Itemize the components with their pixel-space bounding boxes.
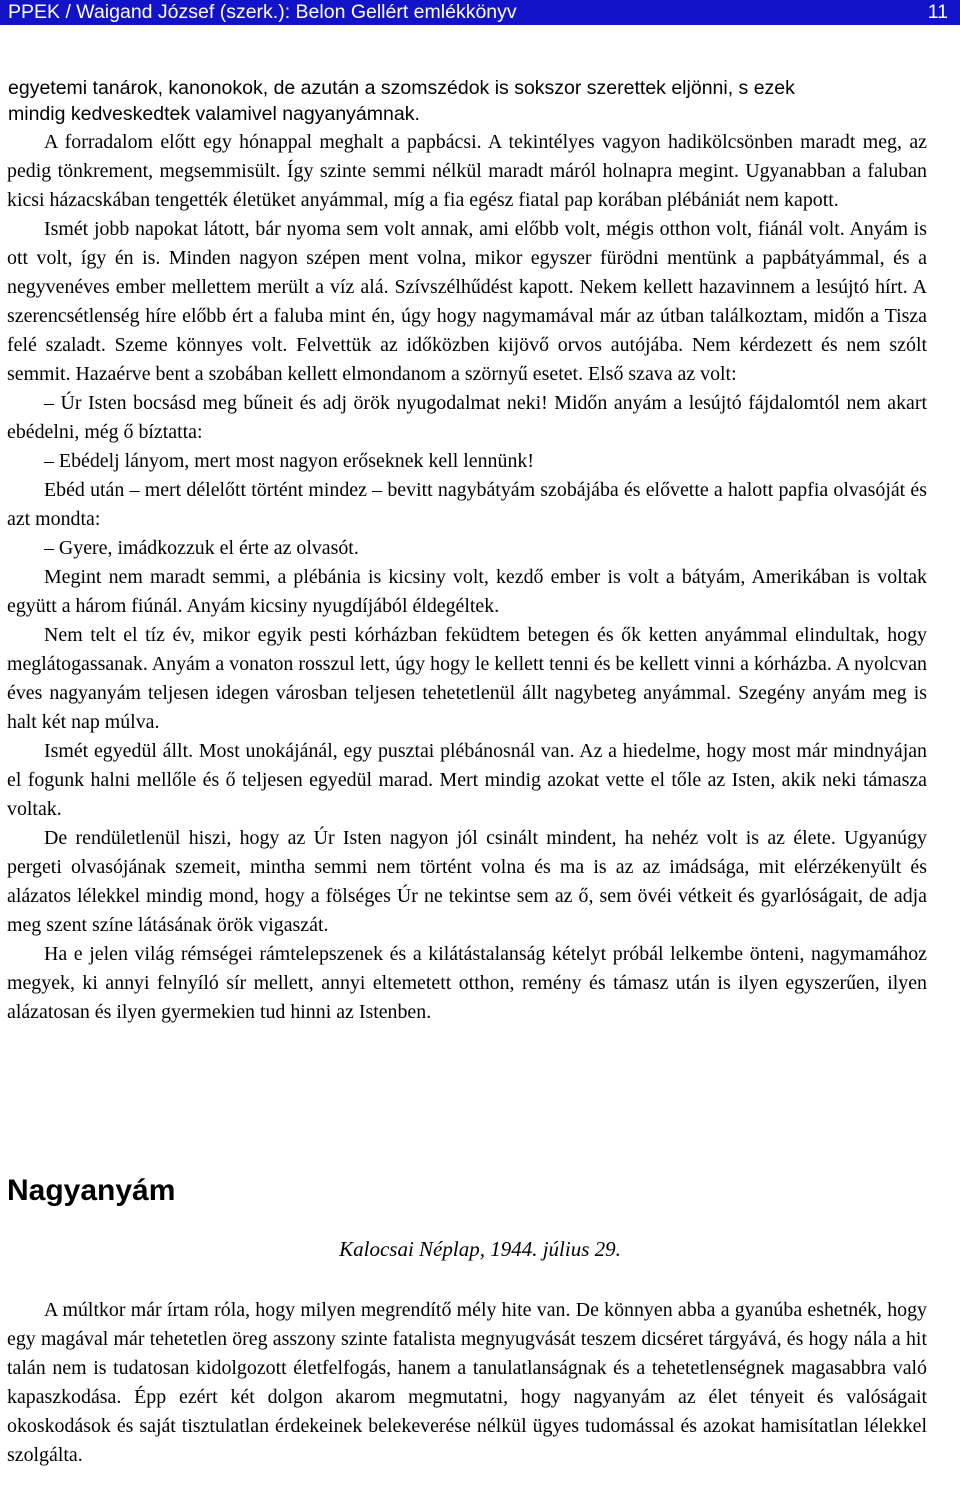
paragraph: Ismét jobb napokat látott, bár nyoma sem volt annak, ami előbb volt, mégis otthon volt, fiánál volt. Anyám is ott volt, így én is. Minden nagyon szépen ment volna, mikor egyszer fürödni mentünk a papbátyámmal, és a negyvenéves ember mellettem merült a víz alá. Szívszélhűdést kapott. Nekem kellett hazavinnem a lesújtó hírt. A szerencsétlenség híre előbb ért a faluba mint én, úgy hogy nagymamával már az útban találkoztam, midőn a Tisza felé szaladt. Szeme könnyes volt. Felvettük az időközben kijövő orvos autójába. Nem kérdezett és nem szólt semmit. Hazaérve bent a szobában kellett elmondanom a szörnyű esetet. Első szava az volt: [7,218,927,385]
section-heading: Nagyanyám [7,1174,176,1207]
text-line: mindig kedveskedtek valamivel nagyanyámnak. [8,103,420,125]
paragraph: Megint nem maradt semmi, a plébánia is kicsiny volt, kezdő ember is volt a bátyám, Amerikában is voltak együtt a három fiúnál. Anyám kicsiny nyugdíjából éldegéltek. [7,566,927,617]
page-number: 11 [927,1,948,23]
paragraph: Ismét egyedül állt. Most unokájánál, egy pusztai plébánosnál van. Az a hiedelme, hogy most már mindnyájan el fogunk halni mellőle és ő teljesen egyedül marad. Mert mindig azokat vette el tőle az Isten, akik neki támasza voltak. [7,740,927,820]
paragraph: Ha e jelen világ rémségei rámtelepszenek és a kilátástalanság kételyt próbál lelkembe önteni, nagymamához megyek, ki annyi felnyíló sír mellett, annyi eltemetett otthon, remény és támasz után is ilyen egyszerűen, ilyen alázatosan és ilyen gyermekien tud hinni az Istenben. [7,943,927,1023]
page-header-bar [0,0,960,25]
paragraph: Ebéd után – mert délelőtt történt mindez – bevitt nagybátyám szobájába és elővette a halott papfia olvasóját és azt mondta: [7,479,927,530]
dialogue-paragraph: – Ebédelj lányom, mert most nagyon erőseknek kell lennünk! [44,450,534,472]
paragraph: De rendületlenül hiszi, hogy az Úr Isten nagyon jól csinált mindent, ha nehéz volt is az élete. Ugyanúgy pergeti olvasójának szemeit, mintha semmi nem történt volna és ma is az az imádsága, mit elérzékenyült és alázatos lélekkel mindig mond, hogy a fölséges Úr ne tekintse sem az ő, sem övéi vétkeit és gyarlóságait, de adja meg szent színe látásának örök vigaszát. [7,827,927,936]
text-line: egyetemi tanárok, kanonokok, de azután a szomszédok is sokszor szerettek eljönni, s ezek [8,77,795,99]
continuation-paragraph [8,75,938,127]
paragraph: Nem telt el tíz év, mikor egyik pesti kórházban feküdtem betegen és ők ketten anyámmal elindultak, hogy meglátogassanak. Anyám a vonaton rosszul lett, úgy hogy le kellett tenni és be kellett vinni a kórházba. A nyolcvan éves nagyanyám teljesen idegen városban teljesen tehetetlenül állt nagybeteg anyámmal. Szegény anyám meg is halt két nap múlva. [7,624,927,733]
section-text [7,1296,927,1470]
dialogue-paragraph: – Úr Isten bocsásd meg bűneit és adj örök nyugodalmat neki! Midőn anyám a lesújtó fájdalomtól nem akart ebédelni, még ő bíztatta: [7,392,927,443]
source-dateline: Kalocsai Néplap, 1944. július 29. [339,1237,621,1261]
book-title: PPEK / Waigand József (szerk.): Belon Gellért emlékkönyv [8,1,517,23]
paragraph: A múltkor már írtam róla, hogy milyen megrendítő mély hite van. De könnyen abba a gyanúba eshetnék, hogy egy magával már tehetetlen öreg asszony szinte fatalista megnyugvását teszem dicséret tárgyává, és hogy nála a hit talán nem is tudatosan kidolgozott életfelfogás, hanem a tanulatlanságnak és a tehetetlenségnek magasabbra való kapaszkodása. Épp ezért két dolgon akarom megmutatni, hogy nagyanyám az élet tényeit és valóságait okoskodások és saját tisztulatlan érdekeinek belekeverése nélkül ügyes tudomással és azokat hamisítatlan lélekkel szolgálta. [7,1299,927,1466]
paragraph: A forradalom előtt egy hónappal meghalt a papbácsi. A tekintélyes vagyon hadikölcsönben maradt meg, az pedig tönkrement, megsemmisült. Így szinte semmi nélkül maradt máról holnapra megint. Ugyanabban a faluban kicsi házacskában tengették életüket anyámmal, míg a fia egész fiatal pap korában plébániát nem kapott. [7,131,927,211]
dialogue-paragraph: – Gyere, imádkozzuk el érte az olvasót. [44,537,359,559]
main-text [7,128,927,1027]
